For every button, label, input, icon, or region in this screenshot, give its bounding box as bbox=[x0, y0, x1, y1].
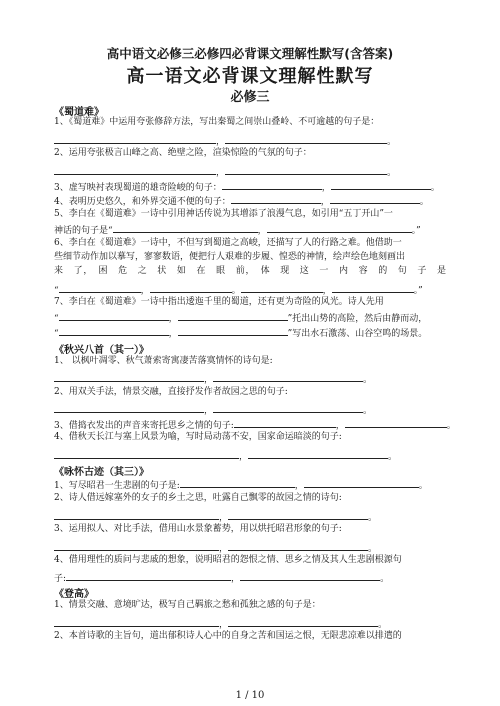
question-qx1 bbox=[54, 356, 446, 367]
answer-blank bbox=[222, 180, 322, 190]
question-text: 3、虚写映衬表现蜀道的雄奇险峻的句子： bbox=[54, 183, 222, 193]
section-heading-yonghuai: 《咏怀古迹（其三）》 bbox=[54, 467, 149, 478]
answer-line-qx1: ， 。 bbox=[54, 372, 446, 386]
question-text: 4、借秋天长江与塞上风景为喻，写时局动荡不安，国家命运暗淡的句子: bbox=[54, 432, 342, 442]
answer-blank bbox=[225, 165, 387, 175]
question-text: 2、本首诗歌的主旨句，道出郁积诗人心中的自身之苦和国运之恨，无限悲凉难以排遣的 bbox=[54, 631, 402, 641]
answer-blank bbox=[54, 617, 219, 627]
question-yh1: 1、写尽昭君一生悲剧的句子是: ， 。 bbox=[54, 478, 446, 492]
answer-blank bbox=[59, 311, 169, 321]
question-sd3: 3、虚写映衬表现蜀道的雄奇险峻的句子： ， 。 bbox=[54, 180, 446, 194]
question-text: 神话的句子是“ bbox=[54, 226, 113, 236]
answer-blank bbox=[234, 418, 336, 428]
answer-blank bbox=[330, 194, 420, 204]
document-top-title: 高中语文必修三必修四必背课文理解性默写(含答案) bbox=[106, 46, 394, 61]
answer-line-dg1: ， 。 bbox=[54, 617, 446, 631]
question-text: 4、借用理性的质问与悲戚的想象，说明昭君的怨恨之情、思乡之情及其人生悲剧根源句 bbox=[54, 555, 402, 565]
answer-blank bbox=[248, 449, 388, 459]
answer-blank bbox=[54, 449, 239, 459]
question-qx4 bbox=[54, 432, 446, 443]
answer-blank bbox=[240, 571, 380, 581]
question-text: 7、李白在《蜀道难》一诗中指出逶迤千里的蜀道，还有更为奇险的风光。诗人先用 bbox=[54, 297, 384, 307]
answer-blank bbox=[213, 403, 363, 413]
answer-line-sd2: ， 。 bbox=[54, 165, 446, 179]
question-text: 5、李白在《蜀道难》一诗中引用神话传说为其增添了浪漫气息，如引用“五丁开山”一 bbox=[54, 209, 393, 219]
answer-blank bbox=[54, 134, 216, 144]
answer-line-sd7a: “ ， ”托出山势的高险，然后由静而动， bbox=[54, 311, 446, 325]
question-text: 4、表明历史悠久，和外界交通不便的句子： bbox=[54, 197, 231, 207]
answer-line-yh4: 子: ， 。 bbox=[54, 571, 446, 585]
question-text: 子: bbox=[54, 574, 67, 584]
question-text: ”托出山势的高险，然后由静而动， bbox=[287, 314, 428, 324]
question-qx2 bbox=[54, 387, 446, 398]
question-dg1 bbox=[54, 600, 446, 611]
question-text: 2、用双关手法，情景交融，直接抒发作者故园之思的句子: bbox=[54, 387, 288, 397]
question-text: 1、情景交融、意境旷达，极写自己羁旅之愁和孤独之感的句子是： bbox=[54, 600, 321, 610]
section-heading-denggao: 《登高》 bbox=[54, 589, 94, 600]
answer-blank bbox=[213, 372, 363, 382]
question-text: 2、诗人借远嫁塞外的女子的乡土之思，吐露自己飘零的故园之情的诗句: bbox=[54, 493, 342, 503]
answer-blank bbox=[59, 283, 141, 293]
answer-line-sd5: 神话的句子是“ ， 。” bbox=[54, 223, 446, 237]
answer-line-sd1: ， 。 bbox=[54, 134, 446, 148]
question-sd6-line2 bbox=[54, 252, 446, 263]
answer-blank bbox=[241, 283, 323, 293]
question-sd5 bbox=[54, 209, 446, 220]
answer-blank bbox=[54, 403, 204, 413]
question-sd6-line1 bbox=[54, 238, 446, 249]
question-text: 些细节动作加以摹写，寥寥数语，便把行人艰难的步履、惶恐的神情，绘声绘色地刻画出 bbox=[54, 252, 406, 262]
answer-blank bbox=[331, 180, 431, 190]
question-sd1 bbox=[54, 117, 446, 128]
question-yh4 bbox=[54, 555, 446, 566]
question-text: 3、运用拟人、对比手法，借用山水景象蓄势，用以烘托昭君形象的句子: bbox=[54, 524, 342, 534]
answer-line-yh2: ， 。 bbox=[54, 510, 446, 524]
answer-line-sd7b: “ ， ”写出水石激荡、山谷空鸣的场景。 bbox=[54, 326, 446, 340]
answer-blank bbox=[113, 223, 258, 233]
answer-blank bbox=[228, 617, 378, 627]
answer-blank bbox=[228, 510, 368, 520]
question-sd6-line3: 来 了， 困 危 之 状 如 在 眼 前， 体 现 这 一 内 容 的 句 子 是 bbox=[54, 266, 446, 276]
answer-blank bbox=[332, 283, 414, 293]
question-text: 1、写尽昭君一生悲剧的句子是: bbox=[54, 481, 180, 491]
answer-blank bbox=[180, 478, 295, 488]
answer-blank bbox=[225, 134, 387, 144]
answer-blank bbox=[59, 326, 169, 336]
question-text: 6、李白在《蜀道难》一诗中，不但写到蜀道之高峻，还描写了人的行路之难。他借助一 bbox=[54, 238, 402, 248]
answer-blank bbox=[54, 372, 204, 382]
answer-blank bbox=[66, 571, 231, 581]
answer-blank bbox=[54, 165, 216, 175]
answer-line-yh3: ， 。 bbox=[54, 541, 446, 555]
document-sub-title: 必修三 bbox=[230, 90, 270, 105]
answer-blank bbox=[178, 326, 288, 336]
page-number: 1 / 10 bbox=[235, 690, 265, 701]
answer-line-qx4: ， 。 bbox=[54, 449, 446, 463]
question-text: ”写出水石激荡、山谷空鸣的场景。 bbox=[287, 329, 428, 339]
answer-blank bbox=[231, 194, 321, 204]
answer-blank bbox=[178, 311, 288, 321]
question-qx3: 3、借捣衣发出的声音来寄托思乡之情的句子: ， 。 bbox=[54, 418, 446, 432]
question-text: 1、 以枫叶凋零、秋气萧索寄寓凄苦落寞情怀的诗句是: bbox=[54, 356, 273, 366]
question-text: 2、运用夸张极言山峰之高、绝壁之险，渲染惊险的气氛的句子： bbox=[54, 148, 312, 158]
answer-blank bbox=[54, 510, 219, 520]
section-heading-shudaonan: 《蜀道难》 bbox=[54, 107, 104, 118]
answer-line-qx2: ， 。 bbox=[54, 403, 446, 417]
question-yh2 bbox=[54, 493, 446, 504]
answer-blank bbox=[267, 223, 412, 233]
answer-blank bbox=[150, 283, 232, 293]
answer-blank bbox=[228, 541, 368, 551]
question-sd2 bbox=[54, 148, 446, 159]
section-heading-qiuxing: 《秋兴八首（其一）》 bbox=[54, 345, 149, 356]
answer-line-sd6: “ ， 。 ， 。” bbox=[54, 283, 446, 297]
question-yh3 bbox=[54, 524, 446, 535]
question-dg2 bbox=[54, 631, 446, 642]
question-sd4: 4、表明历史悠久，和外界交通不便的句子： ， 。 bbox=[54, 194, 446, 208]
question-text: 1、《蜀道难》中运用夸张修辞方法，写出秦蜀之间崇山叠岭、不可逾越的句子是： bbox=[54, 117, 380, 127]
answer-blank bbox=[54, 541, 219, 551]
answer-blank bbox=[345, 418, 447, 428]
answer-blank bbox=[304, 478, 419, 488]
question-sd7 bbox=[54, 297, 446, 308]
document-main-title: 高一语文必背课文理解性默写 bbox=[126, 66, 374, 87]
question-text: 3、借捣衣发出的声音来寄托思乡之情的句子: bbox=[54, 421, 234, 431]
